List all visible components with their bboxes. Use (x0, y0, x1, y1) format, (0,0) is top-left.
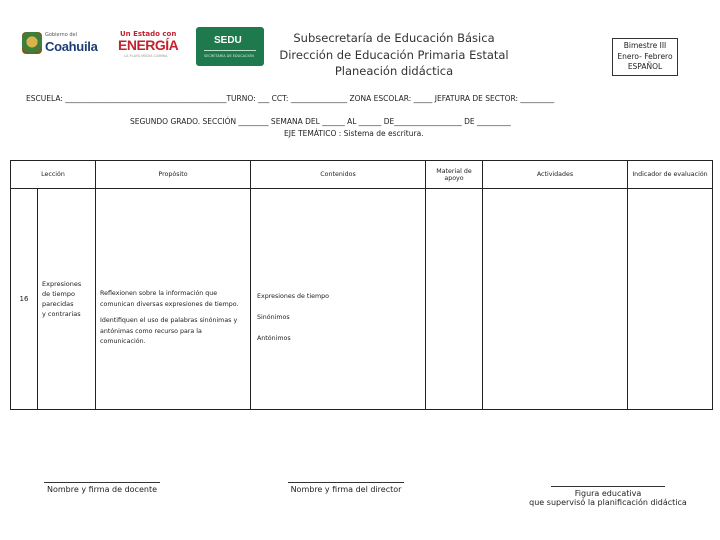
header-line-planeacion: Planeación didáctica (334, 64, 454, 78)
proposito-paragraph-2: Identifiquen el uso de palabras sinónimas y antónimas como recurso para la comunicación. (100, 317, 238, 345)
coahuila-seal-icon (22, 32, 42, 54)
header-actividades: Actividades (483, 161, 628, 189)
firma-director-label: Nombre y firma del director (290, 485, 402, 494)
proposito-paragraph-1: Reflexionen sobre la información que comunican diversas expresiones de tiempo. (100, 290, 239, 308)
coahuila-logo (22, 30, 100, 60)
sedu-logo-subtext: SECRETARÍA DE EDUCACIÓN (204, 54, 254, 58)
firma-figura-educativa (528, 486, 688, 507)
firma-docente (44, 482, 160, 494)
coahuila-logo-small-text: Gobierno del (45, 32, 77, 38)
firma-director (288, 482, 404, 494)
grado-seccion-line: SEGUNDO GRADO. SECCIÓN ________ SEMANA DEL ______ AL ______ DE__________________ DE _________ (130, 117, 511, 126)
leccion-name-line: de tiempo (42, 290, 75, 298)
header-line-subsecretaria: Subsecretaría de Educación Básica (293, 31, 495, 45)
energia-logo-top-text: Un Estado con (120, 30, 177, 38)
leccion-name-line: Expresiones (42, 280, 82, 288)
sedu-logo-wordmark: SEDU (214, 35, 242, 46)
document-header (270, 30, 518, 80)
leccion-name-line: parecidas (42, 300, 74, 308)
leccion-name (37, 189, 95, 409)
leccion-number: 16 (19, 295, 29, 303)
planning-table (10, 160, 713, 410)
bimestre-label: Bimestre III (623, 41, 667, 50)
material-cell (426, 189, 483, 410)
header-contenidos: Contenidos (251, 161, 426, 189)
signature-line (551, 486, 665, 487)
eje-tematico-line: EJE TEMÁTICO : Sistema de escritura. (284, 129, 424, 138)
firma-docente-label: Nombre y firma de docente (47, 485, 157, 494)
bimestre-months: Enero- Febrero (617, 51, 673, 61)
contenido-item: Expresiones de tiempo (257, 293, 330, 300)
header-material: Material de apoyo (426, 161, 483, 189)
header-proposito: Propósito (96, 161, 251, 189)
contenido-item: Sinónimos (257, 314, 290, 321)
table-header-row (11, 161, 713, 189)
sedu-logo-divider (204, 50, 256, 51)
firma-figura-label-1: Figura educativa (574, 489, 642, 498)
energia-logo (118, 30, 180, 60)
contenidos-cell (251, 189, 426, 410)
leccion-name-line: y contrarias (42, 310, 81, 318)
table-row (11, 189, 713, 410)
coahuila-logo-wordmark: Coahuila (45, 39, 98, 54)
header-indicador: Indicador de evaluación (628, 161, 713, 189)
proposito-cell (96, 189, 251, 410)
escuela-info-line: ESCUELA: ___________________________________________TURNO: ___ CCT: _______________ ZONA ESCOLAR: _____ JEFATURA DE SECTOR: _________ (26, 94, 555, 103)
bimestre-box (612, 38, 678, 76)
actividades-cell (483, 189, 628, 410)
firma-figura-label-2: que supervisó la planificación didáctica (529, 498, 687, 507)
signature-line (44, 482, 160, 483)
energia-logo-wordmark: ENERGÍA (118, 37, 179, 53)
bimestre-subject: ESPAÑOL (627, 62, 663, 71)
indicador-cell (628, 189, 713, 410)
contenido-item: Antónimos (257, 335, 291, 342)
leccion-cell (11, 189, 96, 410)
header-leccion: Lección (11, 161, 96, 189)
sedu-logo (196, 27, 264, 66)
header-line-direccion: Dirección de Educación Primaria Estatal (279, 47, 509, 62)
energia-logo-subtext: LA PLAYA MEDIA CAMINA (124, 54, 168, 58)
signature-line (288, 482, 404, 483)
